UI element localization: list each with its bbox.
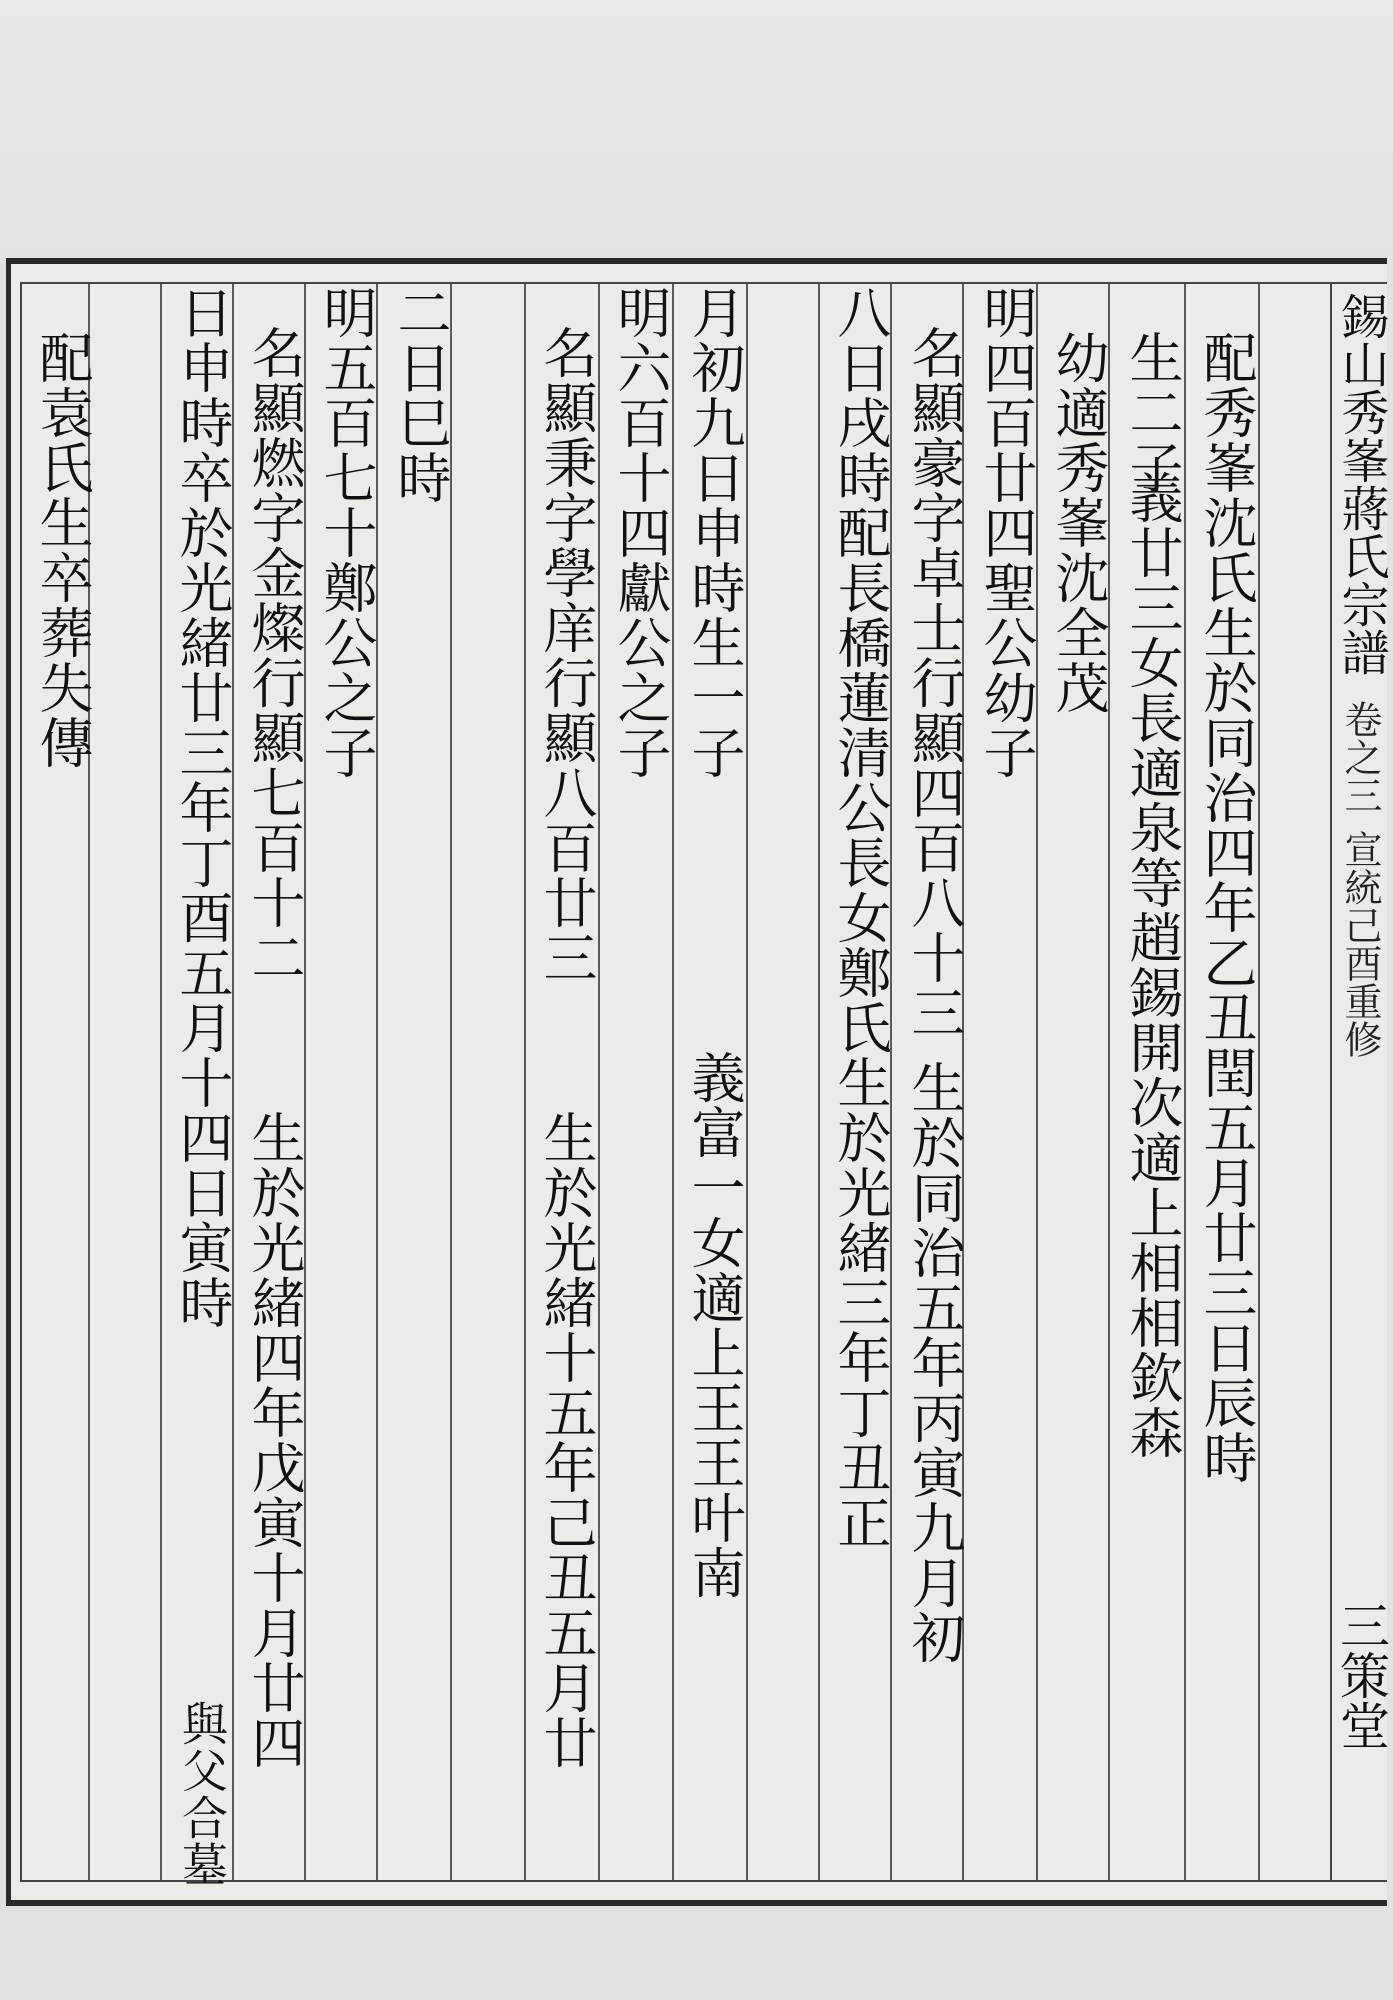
edition-label: 宣統己酉重修: [1338, 830, 1382, 1058]
text-column: 八日戌時配長橋蓮清公長女鄭氏生於光緒三年丁丑正: [829, 285, 892, 1550]
text-column: 月初九日申時生一子: [683, 285, 746, 780]
text-column: 名顯燃字金燦行顯七百十二: [243, 325, 306, 985]
volume-label: 卷之三: [1338, 700, 1382, 814]
text-column: 配秀峯沈氏生於同治四年乙丑閏五月廿三日辰時: [1195, 330, 1258, 1485]
text-column: 二日巳時: [389, 285, 452, 505]
hall-name: 三策堂: [1332, 1600, 1390, 1750]
text-column: 生於同治五年丙寅九月初: [903, 1060, 966, 1665]
text-column: 生二子: [1121, 330, 1184, 495]
text-column: 明五百七十鄭公之子: [315, 285, 378, 780]
text-column: 名顯秉字學庠行顯八百廿三: [535, 325, 598, 985]
text-column: 配袁氏生卒葬失傳: [31, 330, 94, 770]
book-title: 錫山秀峯蔣氏宗譜: [1333, 292, 1389, 676]
text-column: 名顯豪字卓士行顯四百八十三: [903, 325, 966, 1040]
text-column: 與父合墓: [175, 1700, 229, 1888]
text-column: 生於光緒四年戊寅十月廿四: [243, 1110, 306, 1770]
text-column: 日申時卒於光緒廿三年丁酉五月十四日寅時: [171, 285, 234, 1330]
text-column: 明四百廿四聖公幼子: [975, 285, 1038, 780]
text-column: 義廿三女長適泉等趙錫開次適上相相欽森: [1121, 470, 1184, 1460]
text-column: 生於光緒十五年己丑五月廿: [535, 1110, 598, 1770]
text-column: 義富一女適上王王叶南: [683, 1050, 746, 1600]
text-column: 幼適秀峯沈全茂: [1047, 330, 1110, 715]
column-rule: [450, 284, 452, 1880]
text-column: 明六百十四獻公之子: [609, 285, 672, 780]
blank-page-margin: [0, 0, 1393, 258]
